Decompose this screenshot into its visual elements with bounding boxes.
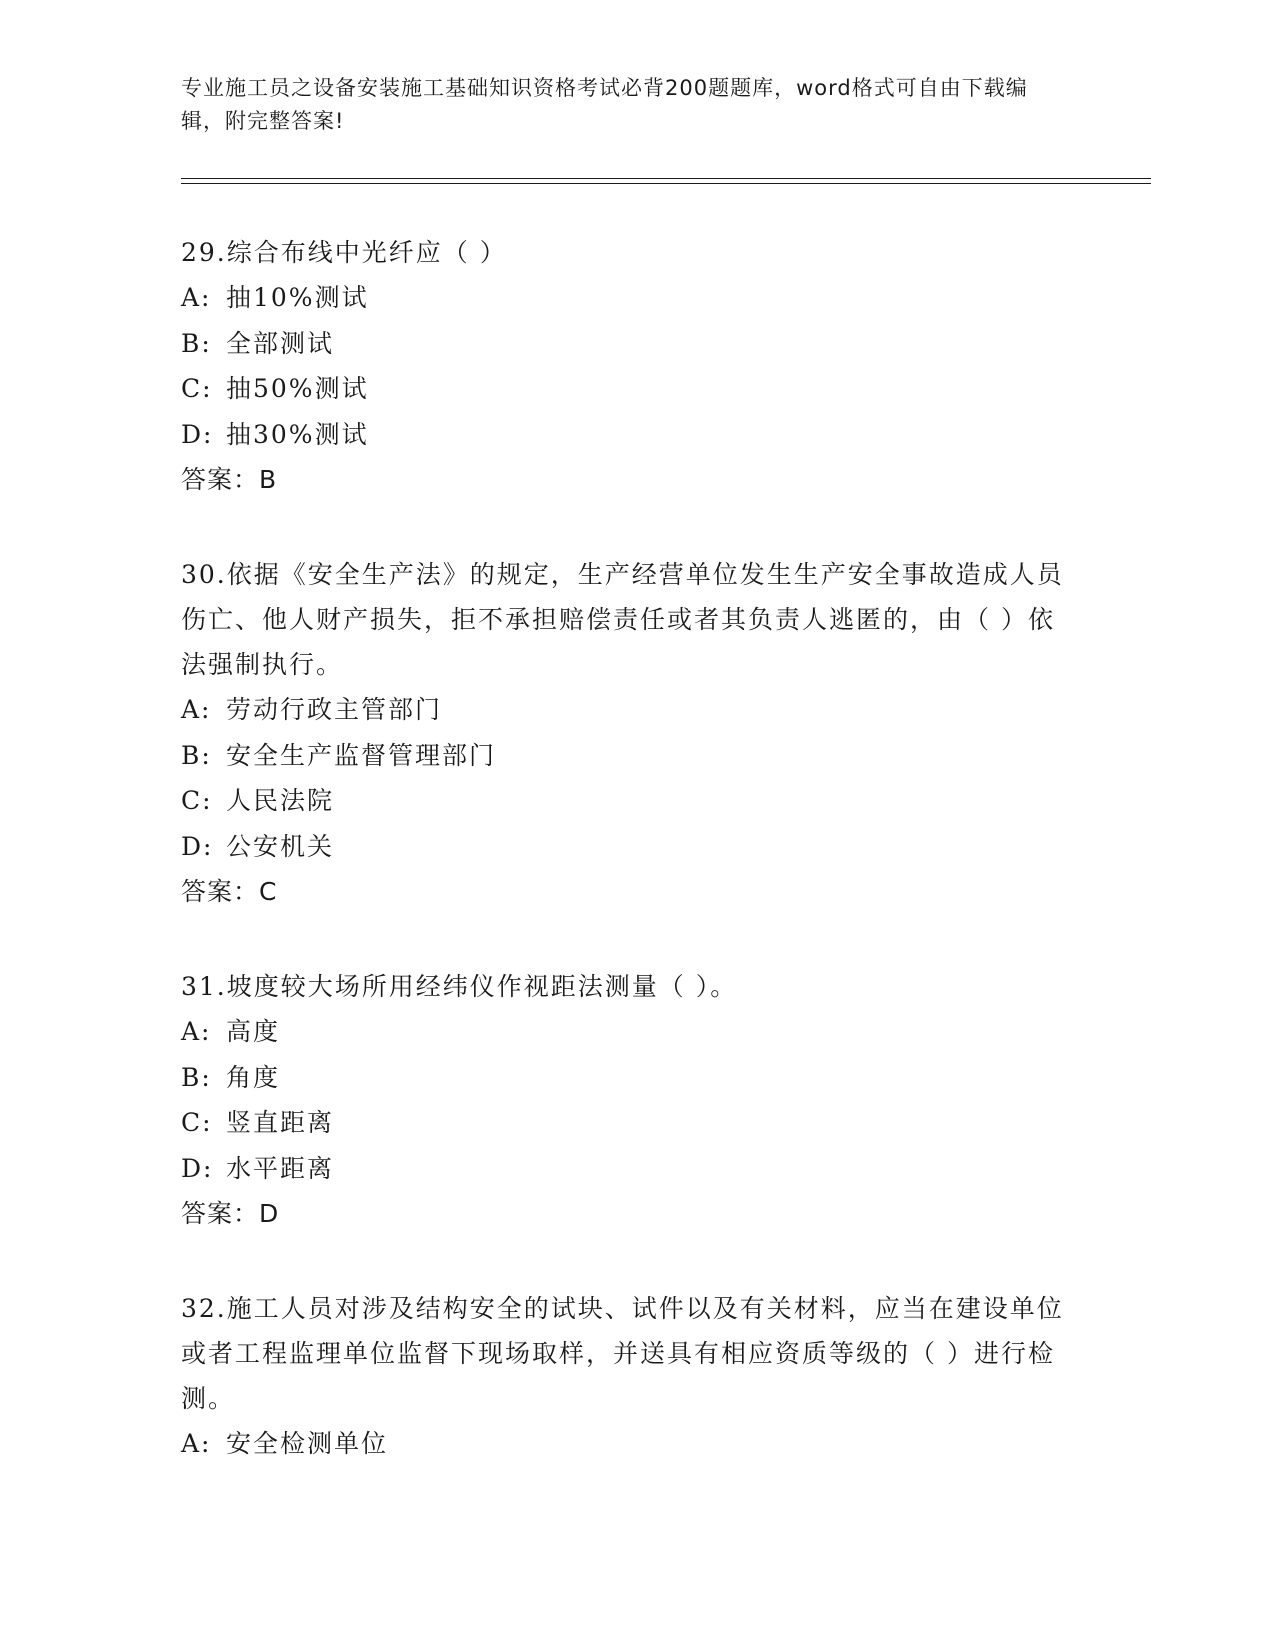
option-letter: A:: [181, 695, 212, 724]
option-letter: C:: [181, 374, 213, 403]
option-text: 人民法院: [226, 786, 335, 815]
option-letter: B:: [181, 740, 212, 770]
answer-option: [181, 1055, 1081, 1101]
answer-option: [181, 824, 1081, 870]
answer-option: [181, 366, 1081, 412]
option-text: 公安机关: [226, 831, 335, 861]
answer-option: [181, 1009, 1081, 1055]
option-text: 水平距离: [226, 1153, 335, 1183]
answer-option: [181, 1421, 1081, 1467]
option-letter: A:: [181, 283, 212, 312]
option-letter: C:: [181, 1108, 213, 1137]
answer-key: 答案：B: [181, 465, 278, 494]
question-block: [181, 552, 1081, 914]
option-text: 全部测试: [226, 328, 335, 358]
answer-option: [181, 778, 1081, 824]
option-letter: A:: [181, 1017, 212, 1046]
header-divider-top: [181, 178, 1151, 179]
answer-option: [181, 1100, 1081, 1146]
option-text: 劳动行政主管部门: [226, 695, 443, 724]
answer-option: [181, 733, 1081, 779]
option-letter: C:: [181, 786, 213, 815]
option-letter: B:: [181, 1062, 212, 1092]
question-list: [181, 230, 1081, 1517]
option-letter: B:: [181, 328, 212, 358]
option-letter: D:: [181, 419, 214, 449]
question-block: [181, 964, 1081, 1236]
answer-option: [181, 687, 1081, 733]
answer-key: 答案：D: [181, 1199, 280, 1228]
option-text: 角度: [226, 1062, 281, 1092]
option-text: 抽50%测试: [226, 374, 369, 403]
answer-option: [181, 321, 1081, 367]
answer-key: 答案：C: [181, 877, 278, 906]
answer-option: [181, 412, 1081, 458]
option-letter: D:: [181, 831, 214, 861]
question-block: [181, 1286, 1081, 1467]
document-header: 专业施工员之设备安装施工基础知识资格考试必背200题题库，word格式可自由下载编辑，附完整答案!: [181, 76, 1028, 133]
question-text: 31.坡度较大场所用经纬仪作视距法测量（ ）。: [181, 972, 738, 1001]
question-text: 29.综合布线中光纤应（ ）: [181, 238, 507, 267]
question-block: [181, 230, 1081, 502]
option-text: 抽30%测试: [226, 419, 369, 449]
option-text: 安全生产监督管理部门: [226, 740, 497, 770]
option-text: 竖直距离: [226, 1108, 335, 1137]
option-text: 抽10%测试: [226, 283, 369, 312]
question-text: 30.依据《安全生产法》的规定，生产经营单位发生生产安全事故造成人员伤亡、他人财产损失，拒不承担赔偿责任或者其负责人逃匿的，由（ ）依法强制执行。: [181, 560, 1064, 679]
option-letter: A:: [181, 1429, 212, 1458]
option-text: 安全检测单位: [226, 1429, 389, 1458]
answer-option: [181, 1146, 1081, 1192]
question-text: 32.施工人员对涉及结构安全的试块、试件以及有关材料，应当在建设单位或者工程监理单位监督下现场取样，并送具有相应资质等级的（ ）进行检测。: [181, 1294, 1064, 1413]
answer-option: [181, 275, 1081, 321]
option-text: 高度: [226, 1017, 281, 1046]
option-letter: D:: [181, 1153, 214, 1183]
header-divider-bottom: [181, 183, 1151, 184]
